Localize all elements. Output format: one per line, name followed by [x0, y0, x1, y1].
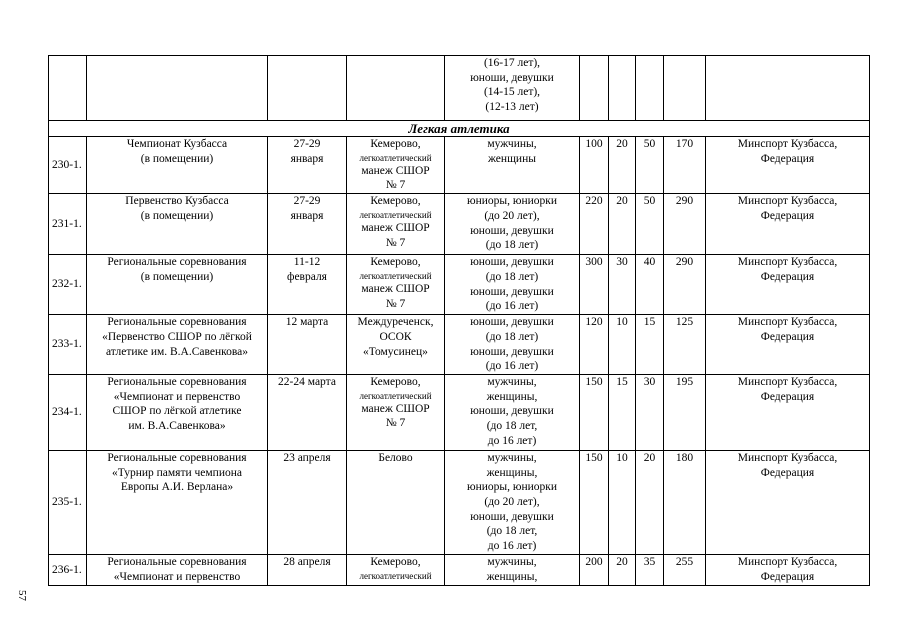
place-venue-line: «Томусинец» [363, 345, 428, 358]
event-organizer [706, 255, 870, 315]
place-city: Кемерово, [370, 195, 421, 208]
participants-line: до 16 лет) [487, 434, 537, 447]
organizer-line: Минспорт Кузбасса, [737, 555, 838, 568]
event-organizer [706, 315, 870, 375]
organizer-cell [706, 56, 870, 121]
event-row [49, 374, 870, 450]
event-date [268, 255, 347, 315]
place-venue-line: манеж СШОР [361, 282, 430, 295]
count-n3: 30 [636, 374, 664, 450]
event-date [268, 374, 347, 450]
place-city: Кемерово, [370, 138, 421, 150]
name-cell [87, 56, 268, 121]
event-name-line: (в помещении) [140, 209, 214, 222]
event-place [347, 315, 445, 375]
organizer-line: Минспорт Кузбасса, [737, 138, 838, 150]
event-date-line: 22-24 марта [278, 375, 336, 388]
participants-line: (до 18 лет, [486, 420, 538, 433]
count-n1: 220 [580, 194, 609, 255]
event-name [87, 554, 268, 585]
event-place [347, 137, 445, 194]
place-venue-type: легкоатлетический [359, 390, 432, 401]
event-organizer [706, 450, 870, 554]
place-city: Белово [378, 451, 413, 464]
participants-line: мужчины, [487, 375, 537, 388]
organizer-line: Федерация [760, 152, 815, 165]
place-venue-line: манеж СШОР [361, 221, 430, 234]
event-name [87, 194, 268, 255]
event-participants [445, 315, 580, 375]
participants-line: (до 18 лет) [485, 330, 539, 343]
count-n3: 50 [636, 137, 664, 194]
participants-line: (до 18 лет) [485, 239, 539, 252]
event-date-line: 11-12 [293, 256, 321, 269]
participants-line: (12-13 лет) [485, 101, 539, 114]
event-row [49, 554, 870, 585]
participants-line: юноши, девушки [470, 316, 554, 329]
count-n2: 15 [609, 374, 636, 450]
place-venue-type: легкоатлетический [359, 570, 432, 581]
count-n2: 30 [609, 255, 636, 315]
section-row [49, 121, 870, 137]
event-name-line: Европы А.И. Верлана» [120, 481, 234, 494]
organizer-line: Минспорт Кузбасса, [737, 451, 838, 464]
place-venue-line: № 7 [385, 179, 406, 192]
participants-line: (до 16 лет) [485, 360, 539, 373]
organizer-line: Минспорт Кузбасса, [737, 195, 838, 208]
place-venue-line: ОСОК [379, 330, 412, 343]
event-name-line: Первенство Кузбасса [125, 195, 229, 208]
event-name-line: Региональные соревнования [107, 316, 247, 329]
count-n2: 20 [609, 137, 636, 194]
num-cell [49, 56, 87, 121]
count-n4: 125 [664, 315, 706, 375]
event-name [87, 374, 268, 450]
count-n1: 150 [580, 450, 609, 554]
count-n4: 195 [664, 374, 706, 450]
event-name-line: Региональные соревнования [107, 451, 247, 464]
participants-line: женщины [488, 152, 536, 165]
event-name-line: атлетике им. В.А.Савенкова» [105, 345, 249, 358]
event-name-line: Чемпионат Кузбасса [126, 138, 228, 150]
participants-line: (до 20 лет), [484, 209, 540, 222]
event-date [268, 554, 347, 585]
place-venue-type: легкоатлетический [359, 270, 432, 281]
continued-row [49, 56, 870, 121]
count-n3: 40 [636, 255, 664, 315]
event-place [347, 374, 445, 450]
event-organizer [706, 554, 870, 585]
event-name-line: им. В.А.Савенкова» [128, 420, 226, 433]
event-number: 233-1. [49, 315, 87, 375]
organizer-line: Федерация [760, 466, 815, 479]
participants-line: юниоры, юниорки [466, 481, 558, 494]
event-date-line: 28 апреля [283, 555, 331, 568]
count-n2: 20 [609, 194, 636, 255]
place-city: Кемерово, [370, 555, 421, 568]
event-participants [445, 554, 580, 585]
event-name-line: «Турнир памяти чемпиона [112, 466, 242, 479]
place-city: Кемерово, [370, 256, 421, 269]
event-date-line: 23 апреля [283, 451, 331, 464]
organizer-line: Федерация [760, 209, 815, 222]
place-venue-type: легкоатлетический [359, 209, 432, 220]
events-table [48, 55, 870, 586]
event-name-line: «Чемпионат и первенство [113, 570, 241, 583]
event-place [347, 255, 445, 315]
event-date-line: января [290, 209, 324, 222]
count-n1: 200 [580, 554, 609, 585]
count-cell [609, 56, 636, 121]
count-n2: 20 [609, 554, 636, 585]
participants-line: до 16 лет) [487, 540, 537, 553]
participants-line: юноши, девушки [470, 71, 554, 84]
count-n3: 35 [636, 554, 664, 585]
count-n4: 180 [664, 450, 706, 554]
event-name-line: Региональные соревнования [107, 256, 247, 269]
place-venue-line: № 7 [385, 297, 406, 310]
participants-cell [445, 56, 580, 121]
count-n3: 15 [636, 315, 664, 375]
event-organizer [706, 137, 870, 194]
participants-line: (до 18 лет, [486, 525, 538, 538]
event-name-line: (в помещении) [140, 152, 214, 165]
event-name-line: Региональные соревнования [107, 555, 247, 568]
participants-line: (14-15 лет), [483, 86, 541, 99]
count-n1: 100 [580, 137, 609, 194]
count-n1: 120 [580, 315, 609, 375]
event-date [268, 450, 347, 554]
participants-line: юноши, девушки [470, 256, 554, 269]
count-cell [636, 56, 664, 121]
participants-line: мужчины, [487, 555, 537, 568]
event-number: 231-1. [49, 194, 87, 255]
participants-line: женщины, [486, 570, 538, 583]
count-n4: 290 [664, 255, 706, 315]
organizer-line: Минспорт Кузбасса, [737, 256, 838, 269]
place-city: Междуреченск, [357, 316, 434, 329]
participants-line: (16-17 лет), [483, 57, 541, 69]
event-number: 230-1. [49, 137, 87, 194]
participants-line: женщины, [486, 390, 538, 403]
count-n3: 50 [636, 194, 664, 255]
place-city: Кемерово, [370, 375, 421, 388]
organizer-line: Федерация [760, 270, 815, 283]
event-row [49, 255, 870, 315]
participants-line: юноши, девушки [470, 224, 554, 237]
event-date-line: 27-29 [293, 195, 321, 208]
place-venue-line: манеж СШОР [361, 164, 430, 177]
count-cell [580, 56, 609, 121]
count-n2: 10 [609, 450, 636, 554]
event-participants [445, 255, 580, 315]
event-name [87, 450, 268, 554]
event-number: 232-1. [49, 255, 87, 315]
event-date [268, 194, 347, 255]
event-number: 236-1. [49, 554, 87, 585]
participants-line: юноши, девушки [470, 345, 554, 358]
participants-line: юноши, девушки [470, 510, 554, 523]
place-venue-line: манеж СШОР [361, 402, 430, 415]
event-date [268, 137, 347, 194]
event-date-line: 27-29 [293, 138, 321, 150]
event-participants [445, 194, 580, 255]
event-number: 234-1. [49, 374, 87, 450]
event-participants [445, 450, 580, 554]
event-number: 235-1. [49, 450, 87, 554]
count-n2: 10 [609, 315, 636, 375]
participants-line: юниоры, юниорки [466, 195, 558, 208]
event-row [49, 315, 870, 375]
event-row [49, 450, 870, 554]
place-venue-line: № 7 [385, 417, 406, 430]
participants-line: (до 16 лет) [485, 300, 539, 313]
count-n1: 150 [580, 374, 609, 450]
event-place [347, 554, 445, 585]
event-organizer [706, 374, 870, 450]
participants-line: женщины, [486, 466, 538, 479]
event-date-line: февраля [287, 270, 327, 283]
organizer-line: Минспорт Кузбасса, [737, 316, 838, 329]
participants-line: мужчины, [487, 138, 537, 150]
event-row [49, 137, 870, 194]
event-name [87, 137, 268, 194]
count-n4: 290 [664, 194, 706, 255]
date-cell [268, 56, 347, 121]
organizer-line: Федерация [760, 570, 815, 583]
event-name-line: СШОР по лёгкой атлетике [112, 405, 242, 418]
participants-line: (до 18 лет) [485, 270, 539, 283]
event-row [49, 194, 870, 255]
event-place [347, 194, 445, 255]
event-participants [445, 137, 580, 194]
count-n4: 255 [664, 554, 706, 585]
event-place [347, 450, 445, 554]
participants-line: юноши, девушки [470, 285, 554, 298]
event-name-line: (в помещении) [140, 270, 214, 283]
event-name-line: «Первенство СШОР по лёгкой [102, 330, 252, 343]
event-date [268, 315, 347, 375]
section-title: Легкая атлетика [49, 121, 870, 137]
count-cell [664, 56, 706, 121]
place-venue-line: № 7 [385, 236, 406, 249]
event-organizer [706, 194, 870, 255]
event-name-line: «Чемпионат и первенство [113, 390, 241, 403]
participants-line: (до 20 лет), [484, 496, 540, 509]
event-name [87, 255, 268, 315]
event-date-line: 12 марта [285, 316, 329, 329]
participants-line: мужчины, [487, 451, 537, 464]
organizer-line: Федерация [760, 330, 815, 343]
event-date-line: января [290, 152, 324, 165]
count-n1: 300 [580, 255, 609, 315]
participants-line: юноши, девушки [470, 405, 554, 418]
event-name-line: Региональные соревнования [107, 375, 247, 388]
organizer-line: Минспорт Кузбасса, [737, 375, 838, 388]
page-number: 57 [16, 590, 28, 601]
event-participants [445, 374, 580, 450]
place-cell [347, 56, 445, 121]
event-name [87, 315, 268, 375]
count-n4: 170 [664, 137, 706, 194]
count-n3: 20 [636, 450, 664, 554]
place-venue-type: легкоатлетический [359, 152, 432, 163]
organizer-line: Федерация [760, 390, 815, 403]
